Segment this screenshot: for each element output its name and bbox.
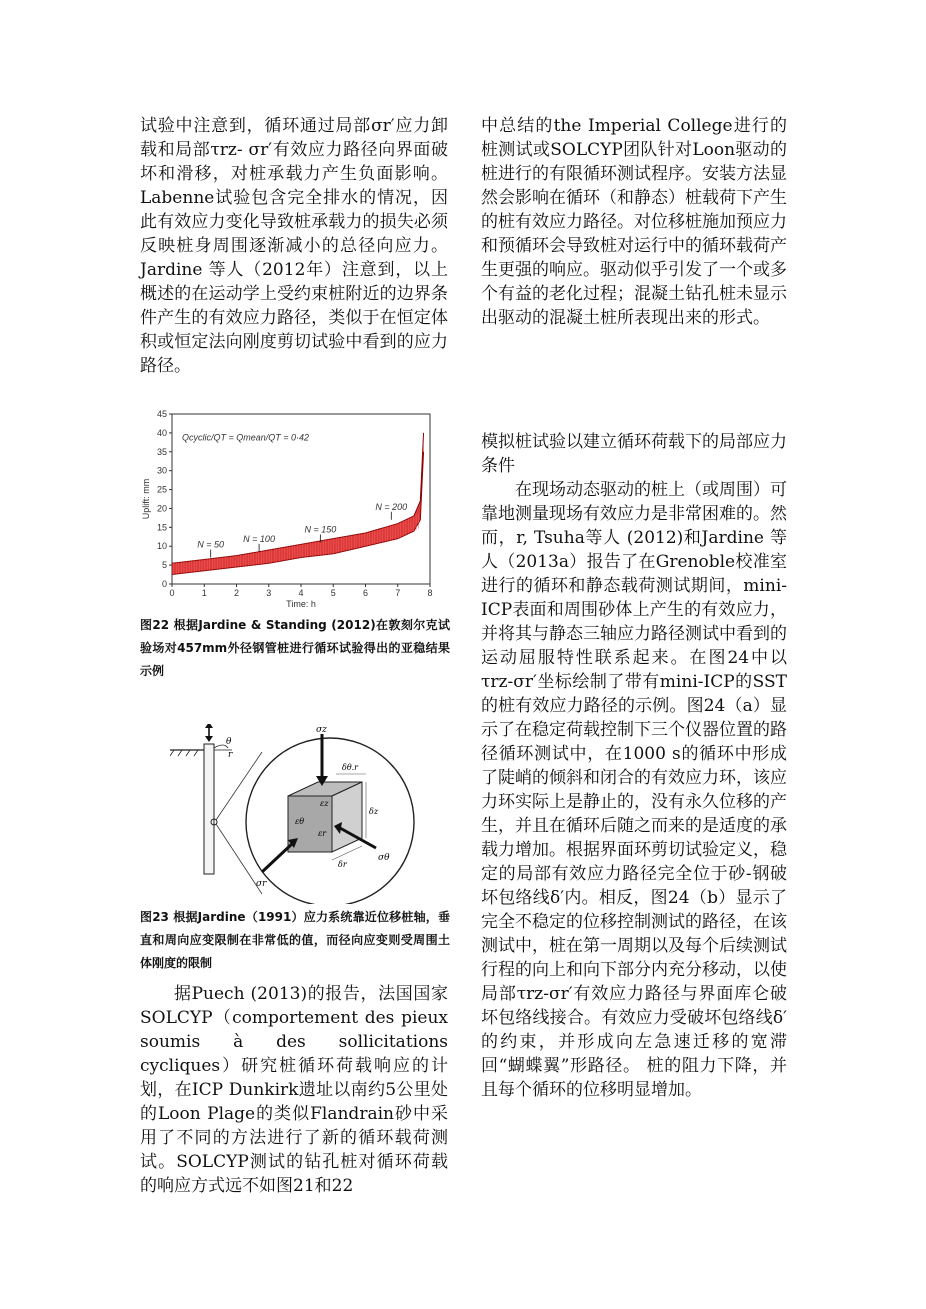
- x-tick-label: 5: [330, 588, 336, 598]
- x-tick-label: 7: [395, 588, 401, 598]
- pile-shaft: [204, 744, 214, 874]
- x-tick-label: 8: [427, 588, 433, 598]
- label-delta-theta-r: δθ.r: [342, 763, 358, 772]
- y-axis-label: Uplift: mm: [141, 478, 151, 520]
- x-tick-label: 3: [266, 588, 272, 598]
- label-eps-theta: εθ: [295, 817, 305, 826]
- y-tick-label: 10: [156, 541, 167, 552]
- x-axis-label: Time: h: [286, 599, 316, 608]
- n-label: N = 50: [197, 539, 225, 550]
- ground-hatch: [170, 750, 198, 756]
- figure-23-diagram: [170, 724, 430, 904]
- label-sigma-r: σr: [256, 879, 267, 889]
- y-tick-label: 45: [156, 409, 167, 419]
- right-column: [481, 114, 787, 330]
- left-column: [140, 114, 448, 378]
- label-theta: θ: [226, 737, 232, 747]
- y-tick-label: 40: [156, 427, 167, 438]
- label-sigma-theta: σθ: [378, 853, 390, 863]
- label-r: r: [228, 750, 233, 760]
- x-tick-label: 2: [233, 588, 240, 598]
- y-tick-label: 5: [161, 560, 167, 571]
- label-sigma-z: σz: [316, 725, 327, 735]
- chart-annotation: Qcyclic/QT = Qmean/QT = 0·42: [182, 432, 310, 443]
- n-label: N = 150: [304, 524, 337, 535]
- label-eps-z: εz: [320, 799, 329, 808]
- figure-22-caption: 图22 根据Jardine & Standing (2012)在敦刻尔克试验场对457mm外径钢管桩进行循环试验得出的亚稳结果示例: [140, 618, 450, 678]
- figure-23-caption: 图23 根据Jardine（1991）应力系统靠近位移桩轴，垂直和周向应变限制在非常低的值，而径向应变则受周围土体刚度的限制: [140, 910, 450, 970]
- y-tick-label: 0: [161, 579, 167, 589]
- y-tick-label: 15: [156, 522, 167, 533]
- right-paragraph-2: 在现场动态驱动的桩上（或周围）可靠地测量现场有效应力是非常困难的。然而，r, Tsuha等人 (2012)和Jardine 等人（2013a）报告了在Grenoble校准室进行的循环和静态载荷测试期间，mini-ICP表面和周围砂体上产生的有效应力，并将其与静态三轴应力路径测试中看到的运动屈服特性联系起来。在图24中以τrz-σr′坐标绘制了带有mini-ICP的SST的桩有效应力路径的示例。图24（a）显示了在稳定荷载控制下三个仪器位置的路径循环测试中，在1000 s的循环中形成了陡峭的倾斜和闭合的有效应力环，该应力环实际上是静止的，没有永久位移的产生，并且在循环后随之而来的是适度的承载力增加。根据界面环剪切试验定义，稳定的局部有效应力路径完全位于砂-钢破坏包络线δ′内。相反，图24（b）显示了完全不稳定的位移控制测试的路径，在该测试中，桩在第一周期以及每个后续测试行程的向上和向下部分内充分移动，以使局部τrz-σr′有效应力路径与界面库仑破坏包络线接合。有效应力受破坏包络线δ′的约束，并形成向左急速迁移的宽滞回“蝴蝶翼”形路径。 桩的阻力下降，并且每个循环的位移明显增加。: [481, 480, 787, 1100]
- x-tick-label: 0: [169, 588, 175, 598]
- label-eps-r: εr: [318, 829, 327, 838]
- x-tick-label: 1: [201, 588, 207, 598]
- section-heading: 模拟桩试验以建立循环荷载下的局部应力条件: [481, 432, 787, 476]
- x-tick-label: 6: [362, 588, 369, 598]
- left-column-bottom: [140, 982, 448, 1198]
- n-label: N = 100: [243, 533, 275, 544]
- x-tick-label: 4: [298, 588, 304, 598]
- figure-22-chart: [140, 408, 450, 608]
- label-delta-r: δr: [338, 860, 347, 869]
- left-paragraph-1: 试验中注意到，循环通过局部σr′应力卸载和局部τrz- σr′有效应力路径向界面破坏和滑移，对桩承载力产生负面影响。Labenne试验包含完全排水的情况，因此有效应力变化导致桩承载力的损失必须反映桩身周围逐渐减小的总径向应力。Jardine 等人（2012年）注意到，以上概述的在运动学上受约束桩附近的边界条件产生的有效应力路径，类似于在恒定体积或恒定法向刚度剪切试验中看到的应力路径。: [140, 116, 448, 376]
- n-label: N = 200: [375, 501, 408, 512]
- right-paragraph-1: 中总结的the Imperial College进行的桩测试或SOLCYP团队针对Loon驱动的桩进行的有限循环测试程序。安装方法显然会影响在循环（和静态）桩载荷下产生的桩有效应力路径。对位移桩施加预应力和预循环会导致桩对运行中的循环载荷产生更强的响应。驱动似乎引发了一个或多个有益的老化过程；混凝土钻孔桩未显示出驱动的混凝土桩所表现出来的形式。: [481, 116, 787, 328]
- y-tick-label: 35: [156, 446, 167, 457]
- y-tick-label: 25: [156, 484, 167, 495]
- label-delta-z: δz: [369, 807, 379, 816]
- left-paragraph-2: 据Puech (2013)的报告，法国国家SOLCYP（comportement des pieux soumis à des sollicitations cycliques）研究桩循环荷载响应的计划，在ICP Dunkirk遗址以南约5公里处的Loon Plage的类似Flandrain砂中采用了不同的方法进行了新的循环载荷测试。SOLCYP测试的钻孔桩对循环荷载的响应方式远不如图21和22: [140, 984, 448, 1196]
- y-tick-label: 20: [156, 503, 167, 514]
- y-tick-label: 30: [156, 465, 167, 476]
- right-column-bottom: [481, 430, 787, 1102]
